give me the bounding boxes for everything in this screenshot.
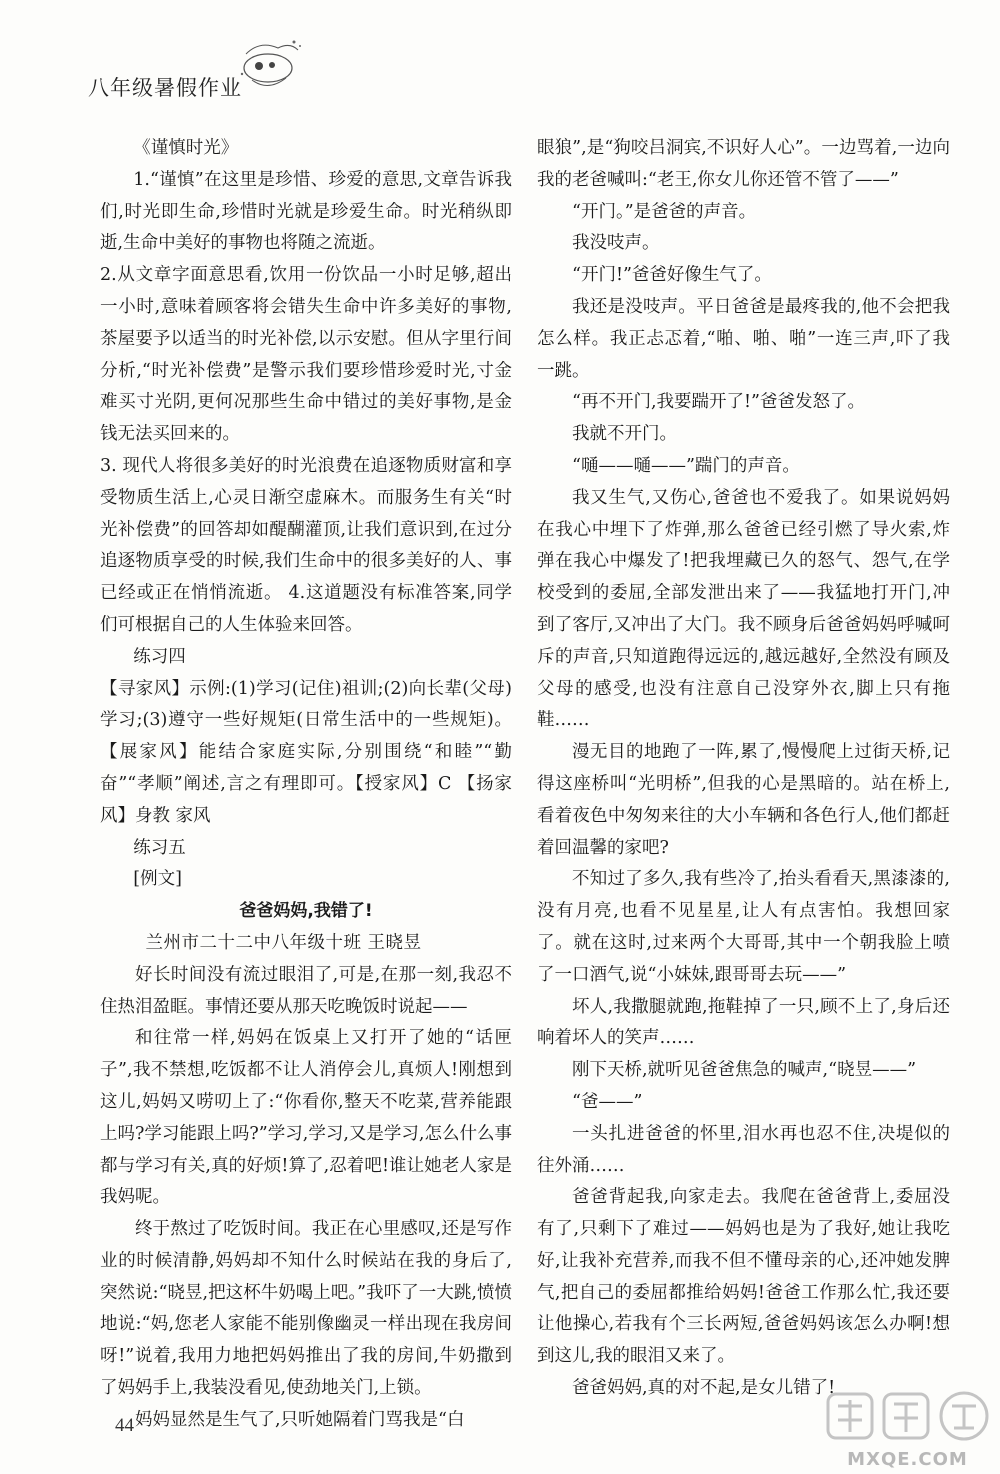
essay-paragraph: 不知过了多久,我有些冷了,抬头看看天,黑漆漆的,没有月亮,也看不见星星,让人有点害怕。我想回家了。就在这时,过来两个大哥哥,其中一个朝我脸上喷了一口酒气,说“小妹妹,跟哥哥去玩——”: [537, 869, 950, 985]
essay-paragraph: “再不开门,我要踹开了!”爸爸发怒了。: [572, 392, 865, 413]
essay-paragraph: 我没吱声。: [572, 233, 660, 254]
essay-paragraph: “开门。”是爸爸的声音。: [572, 201, 757, 222]
essay-title: 爸爸妈妈,我错了!: [239, 901, 373, 922]
essay-paragraph: 终于熬过了吃饭时间。我正在心里感叹,还是写作业的时候清静,妈妈却不知什么时候站在我的身后了,突然说:“晓昱,把这杯牛奶喝上吧。”我吓了一大跳,愤愤地说:“妈,您老人家能不能别像幽灵一样出现在我房间呀!”说着,我用力地把妈妈推出了我的房间,牛奶撒到了妈妈手上,我装没看见,使劲地关门,上锁。: [100, 1219, 512, 1399]
watermark-text: MXQE.COM: [847, 1449, 968, 1470]
left-column: [100, 133, 512, 1437]
essay-paragraph: 和往常一样,妈妈在饭桌上又打开了她的“话匣子”,我不禁想,吃饭都不让人消停会儿,真烦人!刚想到这儿,妈妈又唠叨上了:“你看你,整天不吃菜,营养能跟上吗?学习能跟上吗?”学习,学习,又是学习,怎么什么事都与学习有关,真的好烦!算了,忍着吧!谁让她老人家是我妈呢。: [100, 1028, 512, 1208]
essay-paragraph: 我还是没吱声。平日爸爸是最疼我的,他不会把我怎么样。我正忐忑着,“啪、啪、啪”一连三声,吓了我一跳。: [537, 296, 950, 381]
essay-paragraph: 我就不开门。: [572, 424, 677, 445]
essay-paragraph: “嗵——嗵——”踹门的声音。: [572, 455, 800, 476]
essay-author: 兰州市二十二中八年级十班 王晓昱: [145, 932, 422, 953]
essay-paragraph: 好长时间没有流过眼泪了,可是,在那一刻,我忍不住热泪盈眶。事情还要从那天吃晚饭时说起——: [100, 964, 512, 1017]
section-title: 《谨慎时光》: [133, 138, 239, 158]
answer-2: 2.从文章字面意思看,饮用一份饮品一小时足够,超出一小时,意味着顾客将会错失生命中许多美好的事物,茶屋要予以适当的时光补偿,以示安慰。但从字里行间分析,“时光补偿费”是警示我们要珍惜珍爱时光,寸金难买寸光阴,更何况那些生命中错过的美好事物,是金钱无法买回来的。: [100, 265, 512, 445]
essay-paragraph: 爸爸背起我,向家走去。我爬在爸爸背上,委屈没有了,只剩下了难过——妈妈也是为了我好,她让我吃好,让我补充营养,而我不但不懂母亲的心,还冲她发脾气,把自己的委屈都推给妈妈!爸爸工作那么忙,我还要让他操心,若我有个三长两短,爸爸妈妈该怎么办啊!想到这儿,我的眼泪又来了。: [537, 1187, 950, 1367]
essay-paragraph: 坏人,我撒腿就跑,拖鞋掉了一只,顾不上了,身后还响着坏人的笑声……: [537, 996, 950, 1049]
essay-paragraph: “开门!”爸爸好像生气了。: [572, 265, 772, 286]
essay-paragraph: 爸爸妈妈,真的对不起,是女儿错了!: [572, 1378, 836, 1399]
exercise-4-heading: 练习四: [133, 646, 186, 667]
essay-paragraph: 妈妈显然是生气了,只听她隔着门骂我是“白: [135, 1409, 465, 1430]
page-header: 八年级暑假作业: [88, 76, 242, 100]
answer-1: 1.“谨慎”在这里是珍惜、珍爱的意思,文章告诉我们,时光即生命,珍惜时光就是珍爱生命。时光稍纵即逝,生命中美好的事物也将随之流逝。: [100, 169, 512, 254]
page-number: 44: [115, 1415, 134, 1436]
essay-paragraph: 漫无目的地跑了一阵,累了,慢慢爬上过街天桥,记得这座桥叫“光明桥”,但我的心是黑暗的。站在桥上,看着夜色中匆匆来往的大小车辆和各色行人,他们都赶着回温馨的家吧?: [537, 742, 950, 858]
exercise-4-answer: 【寻家风】示例:(1)学习(记住)祖训;(2)向长辈(父母)学习;(3)遵守一些好规矩(日常生活中的一些规矩)。【展家风】能结合家庭实际,分别围绕“和睦”“勤奋”“孝顺”阐述,言之有理即可。【授家风】C 【扬家风】身教 家风: [100, 678, 512, 826]
essay-paragraph: 刚下天桥,就听见爸爸焦急的喊声,“晓昱——”: [572, 1060, 917, 1081]
decorative-doodle-icon: [232, 34, 304, 96]
essay-paragraph: 一头扎进爸爸的怀里,泪水再也忍不住,决堤似的往外涌……: [537, 1123, 950, 1176]
example-label: [例文]: [133, 869, 182, 890]
watermark-logo: [820, 1388, 995, 1470]
watermark-stamp-icon: [820, 1388, 995, 1448]
answer-3: 3. 现代人将很多美好的时光浪费在追逐物质财富和享受物质生活上,心灵日渐空虚麻木。而服务生有关“时光补偿费”的回答却如醍醐灌顶,让我们意识到,在过分追逐物质享受的时候,我们生命中的很多美好的人、事已经或正在悄悄流逝。 4.这道题没有标准答案,同学们可根据自己的人生体验来回答。: [100, 455, 512, 635]
essay-paragraph: “爸——”: [572, 1091, 643, 1112]
right-column: [537, 133, 950, 1405]
essay-paragraph: 眼狼”,是“狗咬吕洞宾,不识好人心”。一边骂着,一边向我的老爸喊叫:“老王,你女儿你还管不管了——”: [537, 138, 950, 190]
essay-paragraph: 我又生气,又伤心,爸爸也不爱我了。如果说妈妈在我心中埋下了炸弹,那么爸爸已经引燃了导火索,炸弹在我心中爆发了!把我埋藏已久的怒气、怨气,在学校受到的委屈,全部发泄出来了——我猛地打开门,冲到了客厅,又冲出了大门。我不顾身后爸爸妈妈呼喊呵斥的声音,只知道跑得远远的,越远越好,全然没有顾及父母的感受,也没有注意自己没穿外衣,脚上只有拖鞋……: [537, 487, 950, 731]
exercise-5-heading: 练习五: [133, 837, 186, 858]
